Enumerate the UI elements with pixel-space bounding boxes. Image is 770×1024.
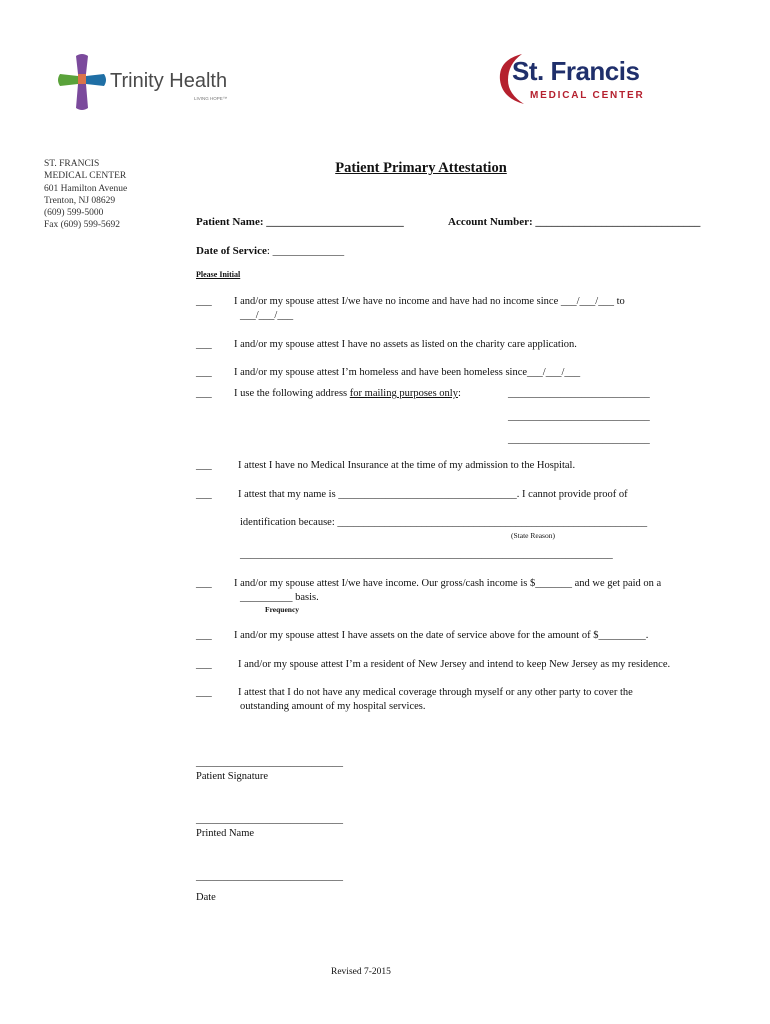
initial-field-4[interactable]: ___ — [196, 388, 212, 399]
initial-field-1[interactable]: ___ — [196, 296, 212, 307]
address-line: Fax (609) 599-5692 — [44, 220, 120, 231]
frequency-caption: Frequency — [265, 605, 300, 614]
patient-signature-label: Patient Signature — [196, 771, 269, 782]
identification-reason-field[interactable]: _______________________________________________________________________ — [240, 549, 613, 560]
account-number-label: Account Number: — [448, 216, 533, 228]
initial-field-2[interactable]: ___ — [196, 339, 212, 350]
mailing-address-suffix: : — [457, 388, 461, 399]
st-francis-wordmark: St. Francis — [512, 56, 640, 86]
statement-no-assets: I and/or my spouse attest I have no assets as listed on the charity care application. — [234, 339, 577, 350]
mailing-address-prefix: I use the following address — [234, 388, 350, 399]
date-line[interactable]: ____________________________ — [196, 871, 343, 882]
address-line: Trenton, NJ 08629 — [44, 195, 116, 206]
trinity-health-wordmark: Trinity Health — [110, 70, 228, 92]
state-reason-caption: (State Reason) — [511, 531, 555, 540]
statement-no-income-end-date[interactable]: ___/___/___ — [240, 310, 294, 321]
date-of-service-field[interactable]: : _____________ — [266, 245, 345, 257]
address-line: (609) 599-5000 — [44, 208, 104, 219]
statement-no-coverage-cont: outstanding amount of my hospital services. — [240, 701, 426, 712]
statement-nj-resident: I and/or my spouse attest I’m a resident of New Jersey and intend to keep New Jersey as my residence. — [238, 659, 671, 670]
patient-name-label: Patient Name: — [196, 216, 264, 228]
account-number-field[interactable]: ______________________________ — [535, 216, 701, 228]
trinity-health-logo — [56, 52, 226, 112]
please-initial-label: Please Initial — [196, 270, 241, 279]
income-frequency-field[interactable]: __________ basis. — [240, 592, 319, 603]
patient-name-field[interactable]: _________________________ — [266, 216, 404, 228]
initial-field-10[interactable]: ___ — [196, 687, 212, 698]
revision-note: Revised 7-2015 — [331, 967, 391, 977]
printed-name-line[interactable]: ____________________________ — [196, 814, 343, 825]
statement-mailing-address — [234, 388, 461, 399]
printed-name-label: Printed Name — [196, 828, 255, 839]
mailing-address-underlined: for mailing purposes only — [349, 388, 458, 399]
mailing-address-field-3[interactable]: ___________________________ — [508, 434, 650, 445]
statement-no-income: I and/or my spouse attest I/we have no income and have had no income since ___/___/___ to — [234, 296, 625, 307]
initial-field-7[interactable]: ___ — [196, 578, 212, 589]
statement-name-attest: I attest that my name is __________________________________. I cannot provide proof of — [238, 489, 628, 500]
date-label: Date — [196, 892, 216, 903]
statement-homeless: I and/or my spouse attest I’m homeless and have been homeless since___/___/___ — [234, 367, 581, 378]
initial-field-5[interactable]: ___ — [196, 460, 212, 471]
date-of-service-row — [196, 245, 344, 257]
form-title: Patient Primary Attestation — [335, 160, 507, 176]
address-line: 601 Hamilton Avenue — [44, 183, 128, 194]
statement-identification-reason: identification because: ___________________________________________________________ — [240, 517, 648, 528]
statement-has-assets: I and/or my spouse attest I have assets on the date of service above for the amount of $_________. — [234, 630, 649, 641]
date-of-service-label: Date of Service — [196, 245, 267, 257]
initial-field-6[interactable]: ___ — [196, 489, 212, 500]
initial-field-9[interactable]: ___ — [196, 659, 212, 670]
address-line: ST. FRANCIS — [44, 159, 100, 169]
medical-center-wordmark: MEDICAL CENTER — [530, 90, 645, 101]
st-francis-logo — [494, 50, 664, 108]
patient-signature-line[interactable]: ____________________________ — [196, 757, 343, 768]
patient-name-row — [196, 216, 404, 228]
statement-no-coverage: I attest that I do not have any medical coverage through myself or any other party to cover the — [238, 687, 633, 698]
initial-field-8[interactable]: ___ — [196, 630, 212, 641]
mailing-address-field-2[interactable]: ___________________________ — [508, 411, 650, 422]
initial-field-3[interactable]: ___ — [196, 367, 212, 378]
address-line: MEDICAL CENTER — [44, 171, 127, 182]
account-number-row — [448, 216, 700, 228]
statement-no-insurance: I attest I have no Medical Insurance at the time of my admission to the Hospital. — [238, 460, 576, 471]
mailing-address-field-1[interactable]: ___________________________ — [508, 388, 650, 399]
trinity-cross-icon — [56, 52, 108, 112]
statement-has-income: I and/or my spouse attest I/we have income. Our gross/cash income is $_______ and we get paid on a — [234, 578, 662, 589]
trinity-health-tagline: LIVING HOPE™ — [194, 96, 228, 101]
